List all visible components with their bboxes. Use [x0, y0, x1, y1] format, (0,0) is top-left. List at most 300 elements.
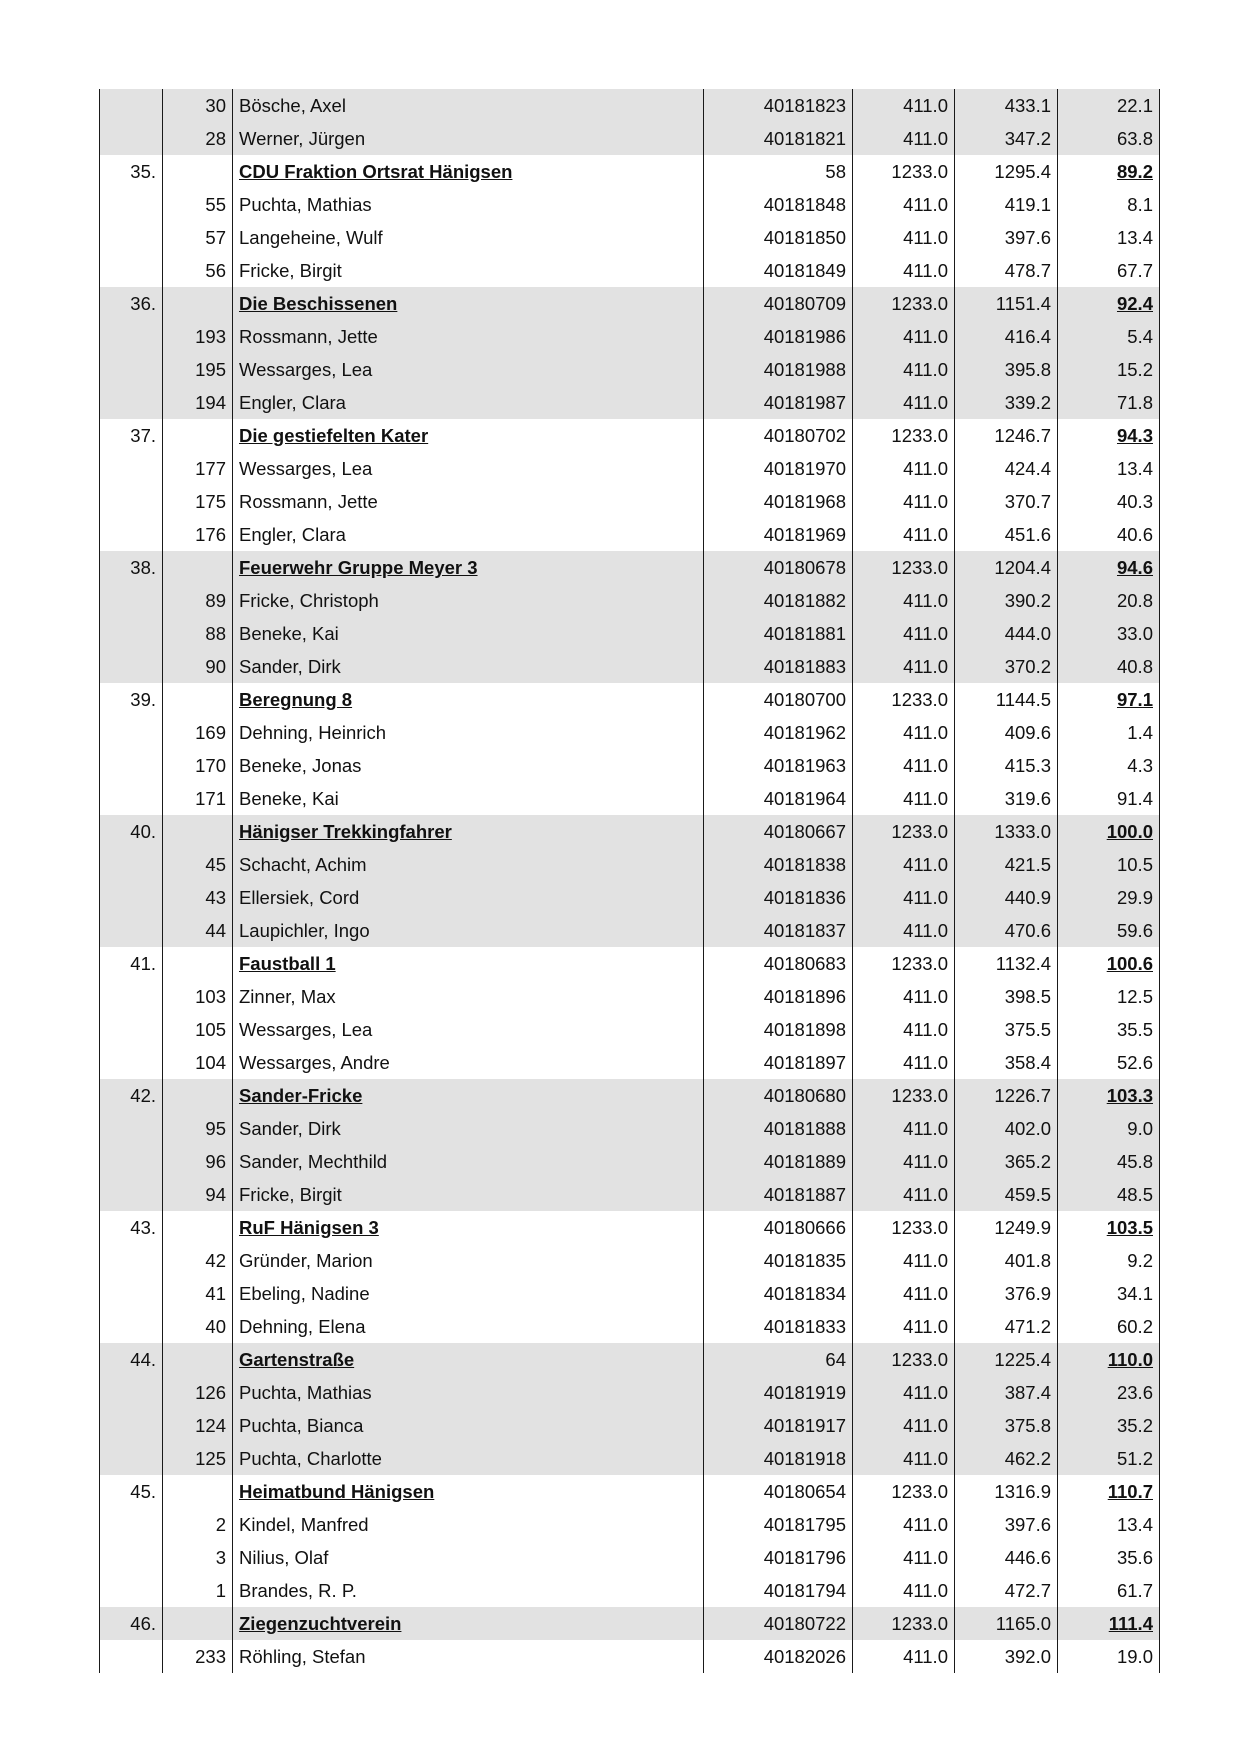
time-cell: 444.0 — [955, 617, 1058, 650]
rank-cell — [100, 980, 163, 1013]
rank-cell — [100, 1112, 163, 1145]
start-number-cell — [163, 419, 233, 452]
name-cell: Engler, Clara — [233, 386, 704, 419]
rank-cell: 45. — [100, 1475, 163, 1508]
name-cell: Wessarges, Andre — [233, 1046, 704, 1079]
difference-cell: 103.3 — [1058, 1079, 1160, 1112]
rank-cell — [100, 353, 163, 386]
start-number-cell: 177 — [163, 452, 233, 485]
name-cell: Puchta, Bianca — [233, 1409, 704, 1442]
participant-row — [100, 89, 1160, 122]
rank-cell — [100, 1013, 163, 1046]
name-cell: Beneke, Kai — [233, 782, 704, 815]
start-number-cell: 125 — [163, 1442, 233, 1475]
participant-row — [100, 650, 1160, 683]
rank-cell: 46. — [100, 1607, 163, 1640]
id-cell: 40181796 — [704, 1541, 853, 1574]
participant-row — [100, 320, 1160, 353]
id-cell: 64 — [704, 1343, 853, 1376]
start-number-cell — [163, 1211, 233, 1244]
team-row — [100, 1079, 1160, 1112]
id-cell: 40180680 — [704, 1079, 853, 1112]
name-cell: Beneke, Jonas — [233, 749, 704, 782]
name-cell: Dehning, Heinrich — [233, 716, 704, 749]
time-cell: 397.6 — [955, 221, 1058, 254]
id-cell: 40181834 — [704, 1277, 853, 1310]
id-cell: 40180667 — [704, 815, 853, 848]
id-cell: 40181837 — [704, 914, 853, 947]
team-row — [100, 287, 1160, 320]
id-cell: 40181896 — [704, 980, 853, 1013]
start-number-cell: 94 — [163, 1178, 233, 1211]
time-cell: 1333.0 — [955, 815, 1058, 848]
participant-row — [100, 1310, 1160, 1343]
start-number-cell: 171 — [163, 782, 233, 815]
start-number-cell: 103 — [163, 980, 233, 1013]
participant-row — [100, 1046, 1160, 1079]
participant-row — [100, 518, 1160, 551]
difference-cell: 71.8 — [1058, 386, 1160, 419]
start-number-cell: 233 — [163, 1640, 233, 1673]
time-cell: 395.8 — [955, 353, 1058, 386]
id-cell: 40181836 — [704, 881, 853, 914]
rank-cell: 36. — [100, 287, 163, 320]
team-row — [100, 1607, 1160, 1640]
id-cell: 40181987 — [704, 386, 853, 419]
time-cell: 1295.4 — [955, 155, 1058, 188]
time-cell: 397.6 — [955, 1508, 1058, 1541]
start-number-cell: 88 — [163, 617, 233, 650]
participant-row — [100, 1442, 1160, 1475]
reference-time-cell: 411.0 — [853, 89, 955, 122]
id-cell: 40181882 — [704, 584, 853, 617]
rank-cell — [100, 848, 163, 881]
id-cell: 40182026 — [704, 1640, 853, 1673]
reference-time-cell: 411.0 — [853, 1145, 955, 1178]
participant-row — [100, 1112, 1160, 1145]
time-cell: 415.3 — [955, 749, 1058, 782]
results-table — [99, 89, 1160, 1673]
id-cell: 40181887 — [704, 1178, 853, 1211]
time-cell: 470.6 — [955, 914, 1058, 947]
reference-time-cell: 1233.0 — [853, 947, 955, 980]
start-number-cell: 170 — [163, 749, 233, 782]
difference-cell: 63.8 — [1058, 122, 1160, 155]
time-cell: 365.2 — [955, 1145, 1058, 1178]
start-number-cell: 28 — [163, 122, 233, 155]
time-cell: 1165.0 — [955, 1607, 1058, 1640]
reference-time-cell: 1233.0 — [853, 1079, 955, 1112]
reference-time-cell: 1233.0 — [853, 1343, 955, 1376]
name-cell: Heimatbund Hänigsen — [233, 1475, 704, 1508]
reference-time-cell: 1233.0 — [853, 287, 955, 320]
rank-cell: 35. — [100, 155, 163, 188]
reference-time-cell: 411.0 — [853, 914, 955, 947]
team-row — [100, 551, 1160, 584]
reference-time-cell: 411.0 — [853, 221, 955, 254]
participant-row — [100, 1409, 1160, 1442]
participant-row — [100, 980, 1160, 1013]
name-cell: Puchta, Charlotte — [233, 1442, 704, 1475]
rank-cell — [100, 749, 163, 782]
name-cell: Gartenstraße — [233, 1343, 704, 1376]
start-number-cell: 124 — [163, 1409, 233, 1442]
participant-row — [100, 1508, 1160, 1541]
rank-cell — [100, 122, 163, 155]
time-cell: 347.2 — [955, 122, 1058, 155]
start-number-cell: 44 — [163, 914, 233, 947]
time-cell: 1246.7 — [955, 419, 1058, 452]
start-number-cell — [163, 1343, 233, 1376]
name-cell: Beneke, Kai — [233, 617, 704, 650]
time-cell: 401.8 — [955, 1244, 1058, 1277]
time-cell: 416.4 — [955, 320, 1058, 353]
name-cell: Sander, Dirk — [233, 1112, 704, 1145]
difference-cell: 94.3 — [1058, 419, 1160, 452]
name-cell: Rossmann, Jette — [233, 485, 704, 518]
participant-row — [100, 617, 1160, 650]
reference-time-cell: 411.0 — [853, 1178, 955, 1211]
difference-cell: 67.7 — [1058, 254, 1160, 287]
difference-cell: 13.4 — [1058, 452, 1160, 485]
name-cell: Fricke, Birgit — [233, 254, 704, 287]
participant-row — [100, 188, 1160, 221]
start-number-cell: 105 — [163, 1013, 233, 1046]
id-cell: 40180709 — [704, 287, 853, 320]
team-row — [100, 683, 1160, 716]
difference-cell: 91.4 — [1058, 782, 1160, 815]
name-cell: Die Beschissenen — [233, 287, 704, 320]
id-cell: 40181823 — [704, 89, 853, 122]
start-number-cell: 42 — [163, 1244, 233, 1277]
rank-cell — [100, 716, 163, 749]
rank-cell — [100, 914, 163, 947]
time-cell: 398.5 — [955, 980, 1058, 1013]
id-cell: 40181848 — [704, 188, 853, 221]
rank-cell — [100, 221, 163, 254]
participant-row — [100, 485, 1160, 518]
difference-cell: 35.6 — [1058, 1541, 1160, 1574]
difference-cell: 35.2 — [1058, 1409, 1160, 1442]
id-cell: 40181794 — [704, 1574, 853, 1607]
name-cell: Langeheine, Wulf — [233, 221, 704, 254]
reference-time-cell: 411.0 — [853, 650, 955, 683]
reference-time-cell: 411.0 — [853, 1310, 955, 1343]
difference-cell: 94.6 — [1058, 551, 1160, 584]
rank-cell — [100, 782, 163, 815]
participant-row — [100, 1277, 1160, 1310]
difference-cell: 110.0 — [1058, 1343, 1160, 1376]
name-cell: Laupichler, Ingo — [233, 914, 704, 947]
id-cell: 40181968 — [704, 485, 853, 518]
id-cell: 40181988 — [704, 353, 853, 386]
reference-time-cell: 411.0 — [853, 485, 955, 518]
difference-cell: 48.5 — [1058, 1178, 1160, 1211]
rank-cell — [100, 1145, 163, 1178]
rank-cell — [100, 452, 163, 485]
participant-row — [100, 1178, 1160, 1211]
rank-cell: 43. — [100, 1211, 163, 1244]
participant-row — [100, 221, 1160, 254]
difference-cell: 12.5 — [1058, 980, 1160, 1013]
start-number-cell: 2 — [163, 1508, 233, 1541]
team-row — [100, 1475, 1160, 1508]
start-number-cell: 104 — [163, 1046, 233, 1079]
difference-cell: 51.2 — [1058, 1442, 1160, 1475]
start-number-cell: 30 — [163, 89, 233, 122]
time-cell: 446.6 — [955, 1541, 1058, 1574]
time-cell: 440.9 — [955, 881, 1058, 914]
difference-cell: 60.2 — [1058, 1310, 1160, 1343]
difference-cell: 5.4 — [1058, 320, 1160, 353]
rank-cell: 41. — [100, 947, 163, 980]
reference-time-cell: 411.0 — [853, 617, 955, 650]
id-cell: 40180678 — [704, 551, 853, 584]
name-cell: Puchta, Mathias — [233, 188, 704, 221]
name-cell: Engler, Clara — [233, 518, 704, 551]
difference-cell: 61.7 — [1058, 1574, 1160, 1607]
name-cell: Zinner, Max — [233, 980, 704, 1013]
name-cell: Werner, Jürgen — [233, 122, 704, 155]
participant-row — [100, 122, 1160, 155]
reference-time-cell: 411.0 — [853, 353, 955, 386]
reference-time-cell: 411.0 — [853, 122, 955, 155]
time-cell: 424.4 — [955, 452, 1058, 485]
start-number-cell: 89 — [163, 584, 233, 617]
rank-cell: 39. — [100, 683, 163, 716]
id-cell: 40181964 — [704, 782, 853, 815]
rank-cell — [100, 89, 163, 122]
participant-row — [100, 386, 1160, 419]
name-cell: Dehning, Elena — [233, 1310, 704, 1343]
reference-time-cell: 411.0 — [853, 1046, 955, 1079]
rank-cell: 44. — [100, 1343, 163, 1376]
reference-time-cell: 1233.0 — [853, 815, 955, 848]
difference-cell: 13.4 — [1058, 1508, 1160, 1541]
time-cell: 376.9 — [955, 1277, 1058, 1310]
rank-cell — [100, 1442, 163, 1475]
rank-cell — [100, 650, 163, 683]
rank-cell — [100, 584, 163, 617]
difference-cell: 15.2 — [1058, 353, 1160, 386]
difference-cell: 89.2 — [1058, 155, 1160, 188]
time-cell: 433.1 — [955, 89, 1058, 122]
id-cell: 40181883 — [704, 650, 853, 683]
name-cell: Fricke, Birgit — [233, 1178, 704, 1211]
rank-cell — [100, 1244, 163, 1277]
rank-cell — [100, 386, 163, 419]
reference-time-cell: 411.0 — [853, 452, 955, 485]
difference-cell: 111.4 — [1058, 1607, 1160, 1640]
difference-cell: 13.4 — [1058, 221, 1160, 254]
difference-cell: 40.6 — [1058, 518, 1160, 551]
rank-cell: 38. — [100, 551, 163, 584]
time-cell: 409.6 — [955, 716, 1058, 749]
difference-cell: 45.8 — [1058, 1145, 1160, 1178]
id-cell: 40181795 — [704, 1508, 853, 1541]
reference-time-cell: 411.0 — [853, 1640, 955, 1673]
id-cell: 40181835 — [704, 1244, 853, 1277]
rank-cell — [100, 320, 163, 353]
time-cell: 319.6 — [955, 782, 1058, 815]
name-cell: Beregnung 8 — [233, 683, 704, 716]
time-cell: 451.6 — [955, 518, 1058, 551]
reference-time-cell: 411.0 — [853, 716, 955, 749]
reference-time-cell: 1233.0 — [853, 155, 955, 188]
participant-row — [100, 1244, 1160, 1277]
team-row — [100, 1211, 1160, 1244]
difference-cell: 97.1 — [1058, 683, 1160, 716]
time-cell: 459.5 — [955, 1178, 1058, 1211]
rank-cell — [100, 254, 163, 287]
time-cell: 1144.5 — [955, 683, 1058, 716]
rank-cell — [100, 1640, 163, 1673]
id-cell: 40181881 — [704, 617, 853, 650]
rank-cell — [100, 1508, 163, 1541]
time-cell: 390.2 — [955, 584, 1058, 617]
reference-time-cell: 411.0 — [853, 1013, 955, 1046]
reference-time-cell: 411.0 — [853, 1244, 955, 1277]
difference-cell: 1.4 — [1058, 716, 1160, 749]
difference-cell: 52.6 — [1058, 1046, 1160, 1079]
reference-time-cell: 1233.0 — [853, 419, 955, 452]
time-cell: 375.8 — [955, 1409, 1058, 1442]
team-row — [100, 815, 1160, 848]
difference-cell: 8.1 — [1058, 188, 1160, 221]
rank-cell — [100, 485, 163, 518]
time-cell: 387.4 — [955, 1376, 1058, 1409]
id-cell: 40180666 — [704, 1211, 853, 1244]
start-number-cell: 90 — [163, 650, 233, 683]
reference-time-cell: 411.0 — [853, 386, 955, 419]
start-number-cell: 175 — [163, 485, 233, 518]
rank-cell — [100, 881, 163, 914]
rank-cell — [100, 1541, 163, 1574]
difference-cell: 40.3 — [1058, 485, 1160, 518]
name-cell: Rossmann, Jette — [233, 320, 704, 353]
participant-row — [100, 584, 1160, 617]
participant-row — [100, 716, 1160, 749]
time-cell: 421.5 — [955, 848, 1058, 881]
start-number-cell — [163, 1475, 233, 1508]
time-cell: 1225.4 — [955, 1343, 1058, 1376]
start-number-cell: 43 — [163, 881, 233, 914]
id-cell: 40181917 — [704, 1409, 853, 1442]
start-number-cell: 193 — [163, 320, 233, 353]
name-cell: Wessarges, Lea — [233, 353, 704, 386]
time-cell: 370.7 — [955, 485, 1058, 518]
reference-time-cell: 411.0 — [853, 1409, 955, 1442]
participant-row — [100, 914, 1160, 947]
id-cell: 40181821 — [704, 122, 853, 155]
time-cell: 1249.9 — [955, 1211, 1058, 1244]
difference-cell: 100.6 — [1058, 947, 1160, 980]
time-cell: 402.0 — [955, 1112, 1058, 1145]
time-cell: 1316.9 — [955, 1475, 1058, 1508]
rank-cell — [100, 1376, 163, 1409]
rank-cell — [100, 188, 163, 221]
reference-time-cell: 411.0 — [853, 254, 955, 287]
difference-cell: 29.9 — [1058, 881, 1160, 914]
time-cell: 358.4 — [955, 1046, 1058, 1079]
time-cell: 392.0 — [955, 1640, 1058, 1673]
difference-cell: 59.6 — [1058, 914, 1160, 947]
participant-row — [100, 353, 1160, 386]
time-cell: 1132.4 — [955, 947, 1058, 980]
reference-time-cell: 411.0 — [853, 1508, 955, 1541]
difference-cell: 9.2 — [1058, 1244, 1160, 1277]
reference-time-cell: 411.0 — [853, 848, 955, 881]
id-cell: 40181838 — [704, 848, 853, 881]
start-number-cell: 95 — [163, 1112, 233, 1145]
reference-time-cell: 411.0 — [853, 1277, 955, 1310]
name-cell: Wessarges, Lea — [233, 452, 704, 485]
difference-cell: 9.0 — [1058, 1112, 1160, 1145]
difference-cell: 110.7 — [1058, 1475, 1160, 1508]
name-cell: Gründer, Marion — [233, 1244, 704, 1277]
difference-cell: 103.5 — [1058, 1211, 1160, 1244]
rank-cell — [100, 518, 163, 551]
id-cell: 40181850 — [704, 221, 853, 254]
reference-time-cell: 411.0 — [853, 1442, 955, 1475]
id-cell: 40181986 — [704, 320, 853, 353]
reference-time-cell: 411.0 — [853, 1574, 955, 1607]
start-number-cell: 126 — [163, 1376, 233, 1409]
reference-time-cell: 411.0 — [853, 188, 955, 221]
id-cell: 40180654 — [704, 1475, 853, 1508]
name-cell: Fricke, Christoph — [233, 584, 704, 617]
reference-time-cell: 411.0 — [853, 1376, 955, 1409]
participant-row — [100, 1640, 1160, 1673]
time-cell: 472.7 — [955, 1574, 1058, 1607]
name-cell: Röhling, Stefan — [233, 1640, 704, 1673]
reference-time-cell: 1233.0 — [853, 1211, 955, 1244]
start-number-cell — [163, 1607, 233, 1640]
start-number-cell: 55 — [163, 188, 233, 221]
name-cell: Ebeling, Nadine — [233, 1277, 704, 1310]
start-number-cell: 195 — [163, 353, 233, 386]
start-number-cell: 1 — [163, 1574, 233, 1607]
rank-cell: 42. — [100, 1079, 163, 1112]
id-cell: 40180683 — [704, 947, 853, 980]
reference-time-cell: 1233.0 — [853, 683, 955, 716]
name-cell: Bösche, Axel — [233, 89, 704, 122]
start-number-cell — [163, 551, 233, 584]
participant-row — [100, 1541, 1160, 1574]
rank-cell: 37. — [100, 419, 163, 452]
team-row — [100, 947, 1160, 980]
id-cell: 40181888 — [704, 1112, 853, 1145]
start-number-cell: 57 — [163, 221, 233, 254]
start-number-cell: 41 — [163, 1277, 233, 1310]
reference-time-cell: 411.0 — [853, 980, 955, 1013]
name-cell: Ellersiek, Cord — [233, 881, 704, 914]
name-cell: CDU Fraktion Ortsrat Hänigsen — [233, 155, 704, 188]
rank-cell: 40. — [100, 815, 163, 848]
difference-cell: 22.1 — [1058, 89, 1160, 122]
id-cell: 40181963 — [704, 749, 853, 782]
reference-time-cell: 411.0 — [853, 584, 955, 617]
name-cell: Die gestiefelten Kater — [233, 419, 704, 452]
time-cell: 478.7 — [955, 254, 1058, 287]
reference-time-cell: 411.0 — [853, 782, 955, 815]
id-cell: 40180700 — [704, 683, 853, 716]
time-cell: 375.5 — [955, 1013, 1058, 1046]
participant-row — [100, 881, 1160, 914]
name-cell: Sander-Fricke — [233, 1079, 704, 1112]
participant-row — [100, 254, 1160, 287]
team-row — [100, 419, 1160, 452]
